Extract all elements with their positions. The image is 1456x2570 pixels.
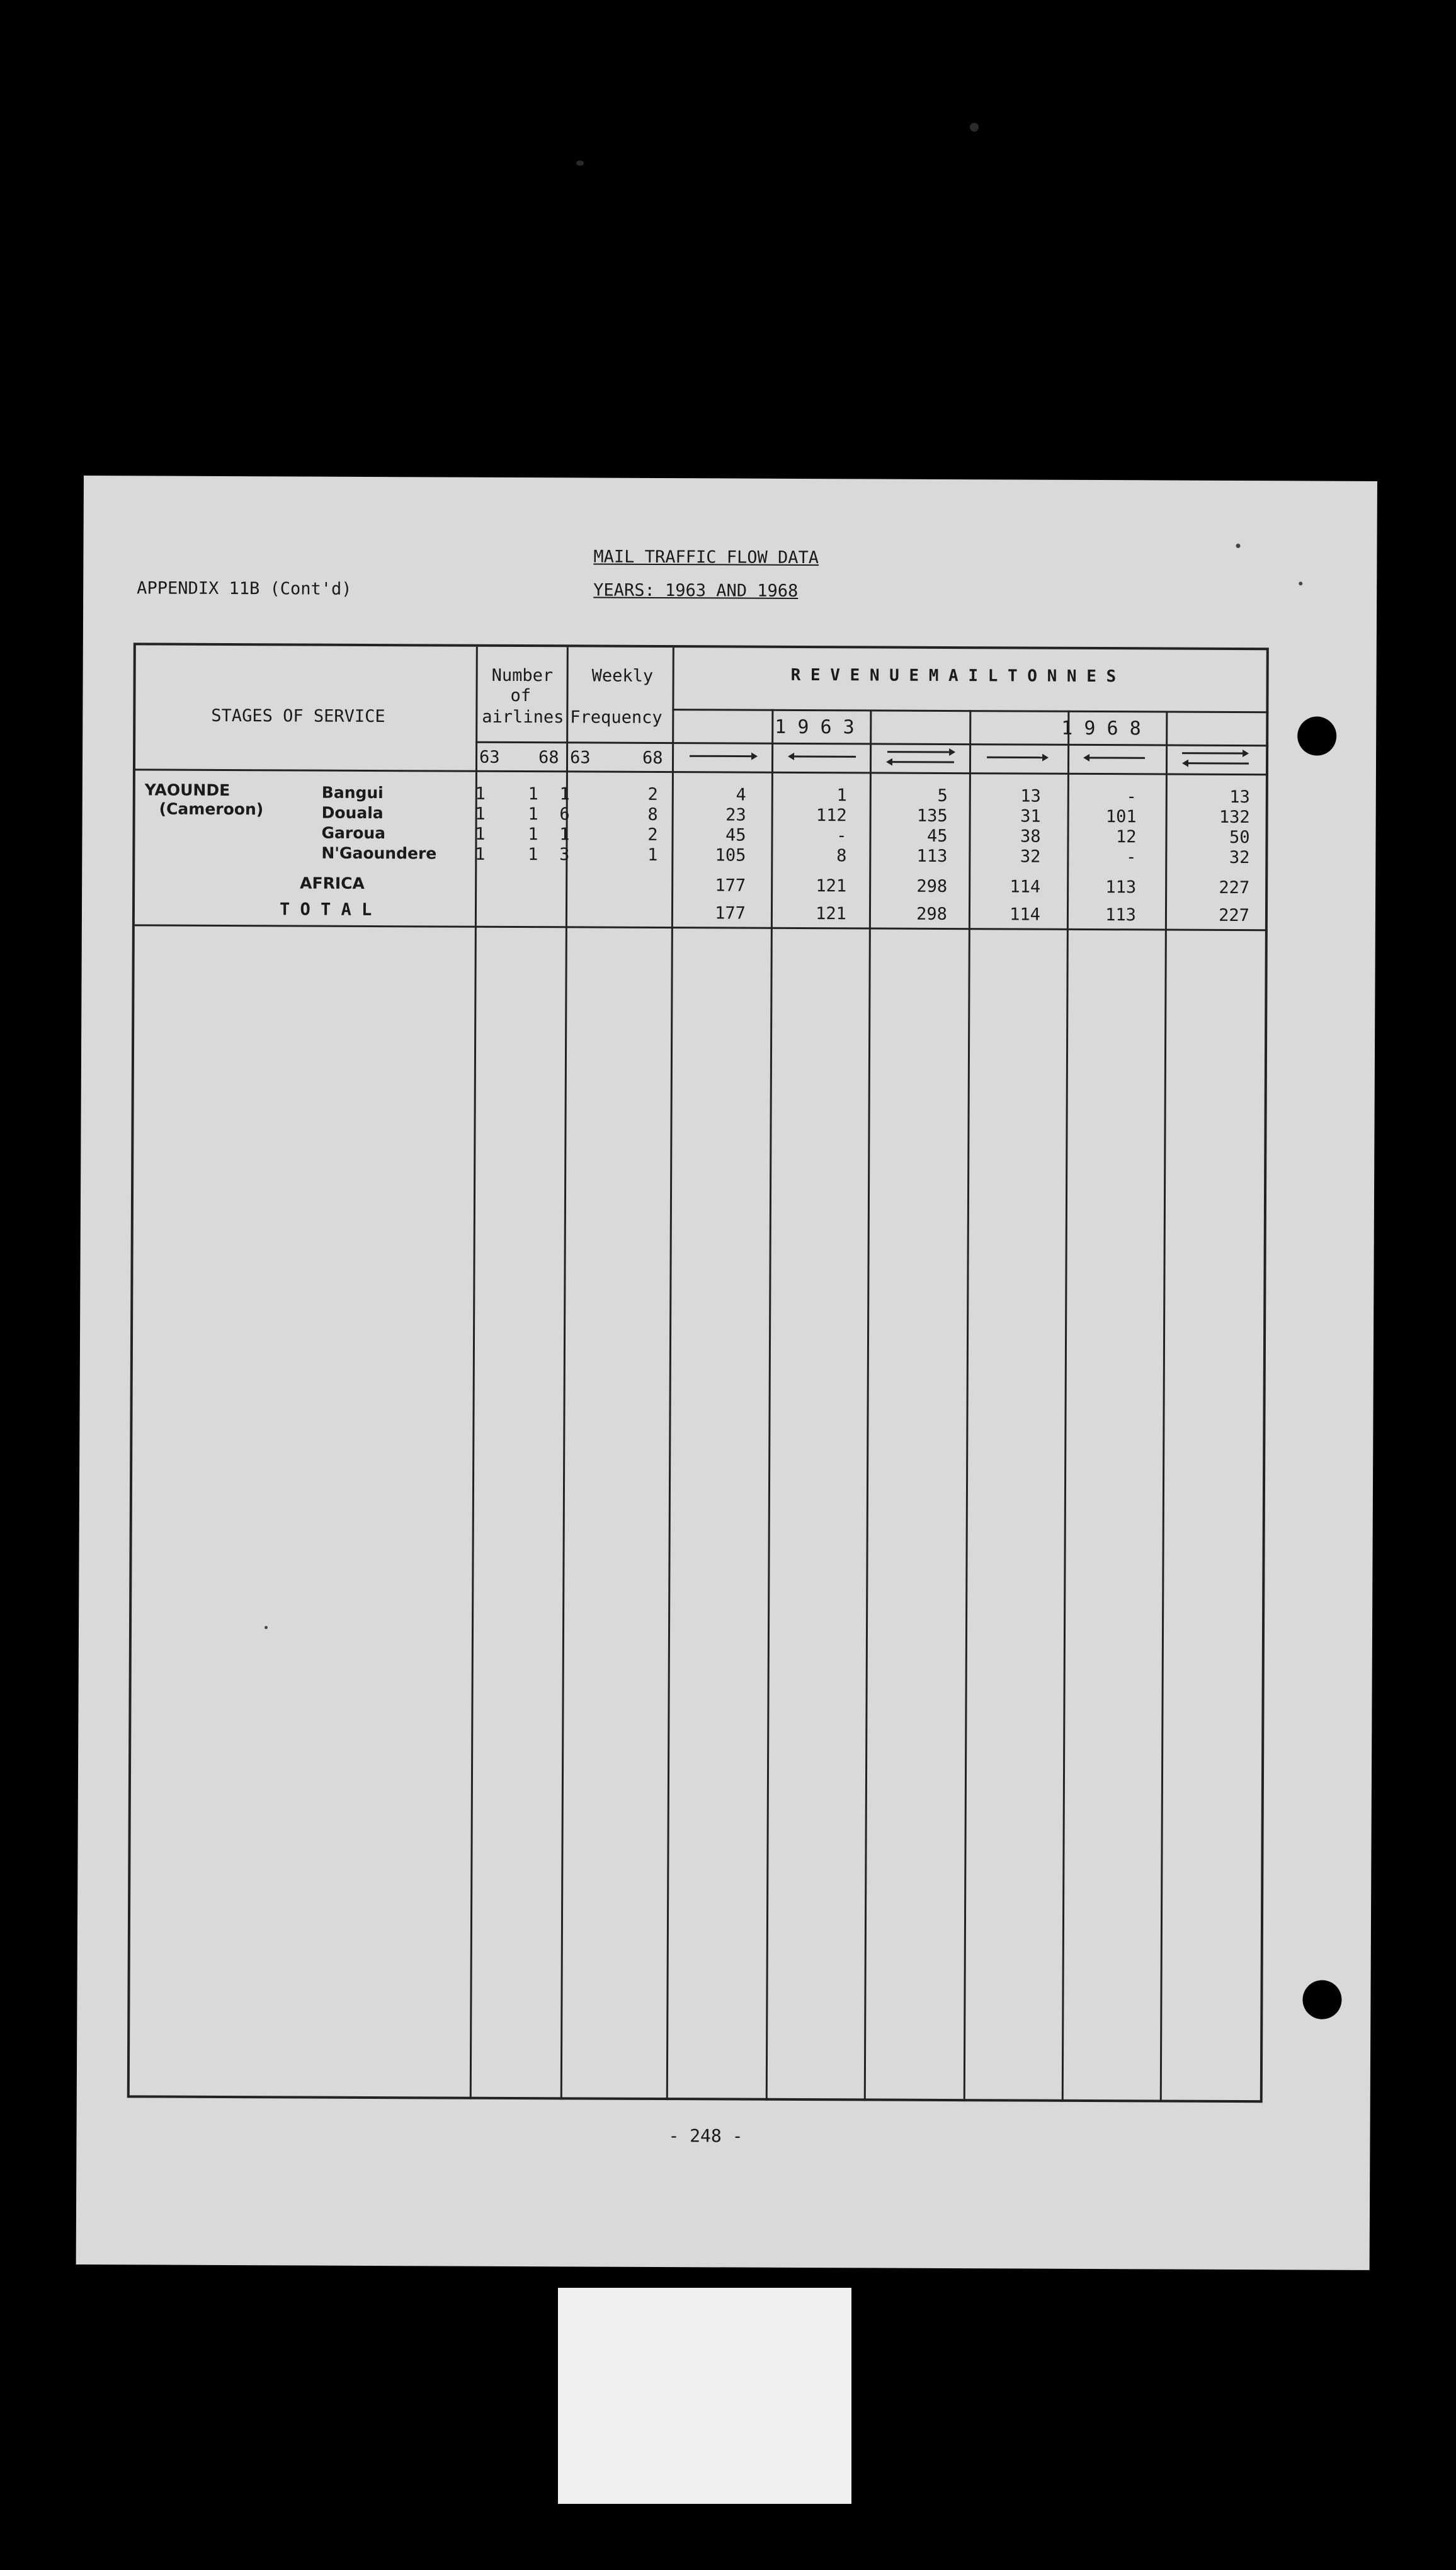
destination: N'Gaoundere xyxy=(321,843,437,863)
airlines-header-2: of xyxy=(510,685,532,706)
weekly-header-1: Weekly xyxy=(591,666,654,686)
punch-hole-bottom xyxy=(1302,1980,1341,2019)
region-label: AFRICA xyxy=(300,874,365,893)
total-row: T O T A L 177 121 298 114 113 227 xyxy=(279,900,1250,926)
subtotal-row: AFRICA 177 121 298 114 113 227 xyxy=(300,874,1250,898)
speck xyxy=(576,161,584,166)
weekly-63: 63 xyxy=(569,748,591,768)
arrow-both-icon xyxy=(886,745,955,770)
traffic-table xyxy=(127,642,1269,2103)
speck xyxy=(264,1626,268,1629)
arrow-both-icon xyxy=(1181,746,1250,771)
speck xyxy=(1299,581,1302,585)
year-1968: 1 9 6 8 xyxy=(1061,717,1141,740)
origin-city: YAOUNDE xyxy=(144,780,230,800)
airlines-header-1: Number xyxy=(491,665,554,686)
document-page xyxy=(76,476,1377,2270)
weekly-header-2: Frequency xyxy=(570,707,663,728)
airlines-68: 68 xyxy=(538,748,559,768)
stages-header: STAGES OF SERVICE xyxy=(211,705,385,727)
table-row: Bangui 1 1 1 2 4 1 5 13 - 13 xyxy=(321,783,1250,808)
speck xyxy=(1236,544,1241,548)
years-label: YEARS: 1963 AND 1968 xyxy=(593,580,799,601)
arrow-right-icon xyxy=(986,750,1049,765)
arrow-left-icon xyxy=(788,749,857,764)
document-title: MAIL TRAFFIC FLOW DATA xyxy=(593,547,819,568)
speck xyxy=(970,123,979,132)
total-label: T O T A L xyxy=(279,900,372,920)
arrow-left-icon xyxy=(1083,750,1146,765)
punch-hole-top xyxy=(1297,716,1336,755)
blank-card xyxy=(558,2288,851,2504)
page-number: - 248 - xyxy=(668,2125,743,2147)
destination: Douala xyxy=(321,803,384,823)
arrow-right-icon xyxy=(688,748,758,763)
table-row: Garoua 1 1 1 2 45 - 45 38 12 50 xyxy=(321,823,1250,848)
year-1963: 1 9 6 3 xyxy=(775,716,855,739)
destination: Bangui xyxy=(321,783,384,802)
origin-country: (Cameroon) xyxy=(159,799,264,819)
airlines-header-3: airlines xyxy=(482,707,564,728)
table-row: Douala 1 1 6 8 23 112 135 31 101 132 xyxy=(321,803,1250,828)
airlines-63: 63 xyxy=(479,747,500,767)
appendix-label: APPENDIX 11B (Cont'd) xyxy=(137,578,352,599)
destination: Garoua xyxy=(321,823,386,843)
revenue-header: R E V E N U E M A I L T O N N E S xyxy=(790,665,1117,687)
table-row: N'Gaoundere 1 1 3 1 105 8 113 32 - 32 xyxy=(321,843,1250,868)
weekly-68: 68 xyxy=(642,748,663,768)
